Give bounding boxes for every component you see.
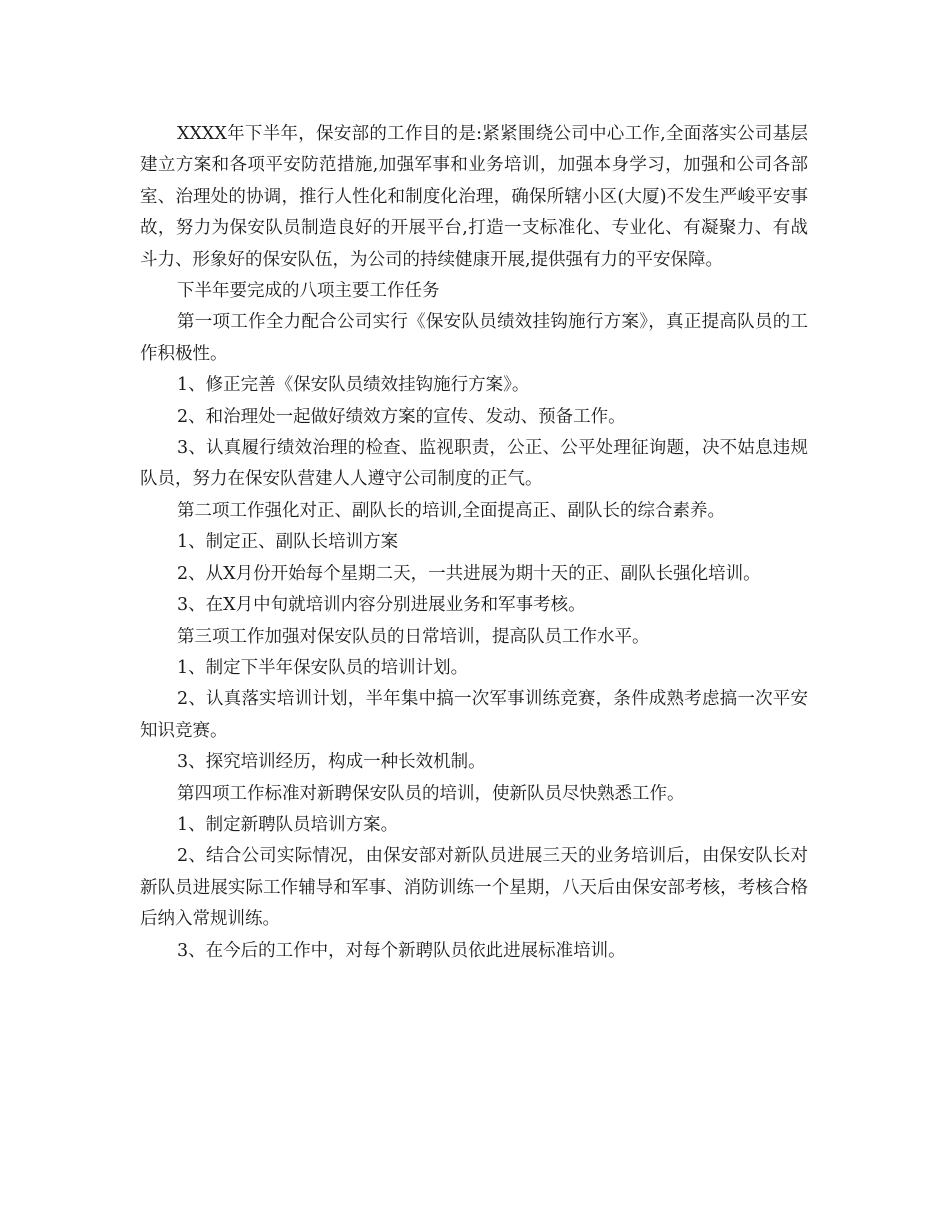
task-4-item-1: 1、制定新聘队员培训方案。 (177, 814, 399, 835)
task-4-item-3: 3、在今后的工作中，对每个新聘队员依此进展标准培训。 (177, 940, 626, 961)
task-2-item-2: 2、从X月份开始每个星期二天，一共进展为期十天的正、副队长强化培训。 (177, 563, 761, 584)
task-1-item-3: 3、认真履行绩效治理的检查、监视职责，公正、公平处理征询题，决不姑息违规队员，努力在保安队营建人人遵守公司制度的正气。 (140, 438, 808, 490)
task-2-heading: 第二项工作强化对正、副队长的培训,全面提高正、副队长的综合素养。 (177, 500, 726, 521)
task-2-item-1: 1、制定正、副队长培训方案 (177, 532, 399, 553)
task-2-item-3: 3、在X月中旬就培训内容分别进展业务和军事考核。 (177, 595, 586, 616)
task-1-heading: 第一项工作全力配合公司实行《保安队员绩效挂钩施行方案》，真正提高队员的工作积极性。 (140, 312, 808, 364)
task-4-heading: 第四项工作标准对新聘保安队员的培训，使新队员尽快熟悉工作。 (177, 783, 685, 804)
task-4-item-2: 2、结合公司实际情况，由保安部对新队员进展三天的业务培训后，由保安队长对新队员进展实际工作辅导和军事、消防训练一个星期，八天后由保安部考核，考核合格后纳入常规训练。 (140, 846, 808, 930)
intro-paragraph: XXXX年下半年，保安部的工作目的是:紧紧围绕公司中心工作,全面落实公司基层建立方案和各项平安防范措施,加强军事和业务培训，加强本身学习，加强和公司各部室、治理处的协调，推行人性化和制度化治理，确保所辖小区(大厦)不发生严峻平安事故，努力为保安队员制造良好的开展平台,打造一支标准化、专业化、有凝聚力、有战斗力、形象好的保安队伍，为公司的持续健康开展,提供强有力的平安保障。 (140, 124, 808, 270)
task-1-item-1: 1、修正完善《保安队员绩效挂钩施行方案》。 (177, 375, 530, 396)
task-3-item-1: 1、制定下半年保安队员的培训计划。 (177, 657, 469, 678)
document-body (140, 119, 808, 967)
task-3-item-3: 3、探究培训经历，构成一种长效机制。 (177, 752, 486, 773)
task-3-item-2: 2、认真落实培训计划，半年集中搞一次军事训练竞赛，条件成熟考虑搞一次平安知识竞赛。 (140, 689, 808, 741)
task-1-item-2: 2、和治理处一起做好绩效方案的宣传、发动、预备工作。 (177, 406, 626, 427)
task-3-heading: 第三项工作加强对保安队员的日常培训，提高队员工作水平。 (177, 626, 650, 647)
section-heading: 下半年要完成的八项主要工作任务 (177, 281, 440, 302)
